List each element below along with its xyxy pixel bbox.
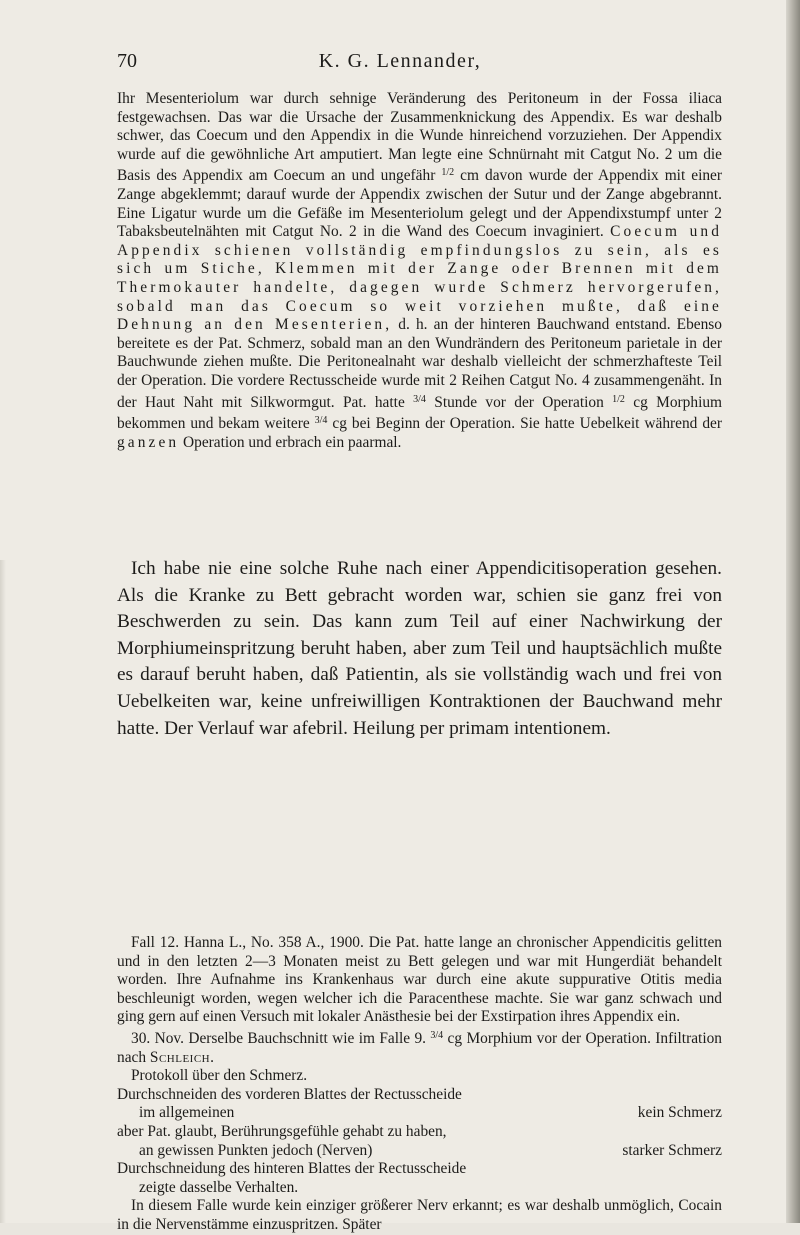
protocol-row: Durchschneidung des hinteren Blattes der Rectusscheide	[117, 1160, 467, 1178]
page-header	[103, 50, 697, 74]
case-operation-note: 30. Nov. Derselbe Bauchschnitt wie im Falle 9. $^{3/4}$ cg Morphium vor der Operation. Infiltration nach Schleich.	[117, 1029, 722, 1066]
fraction: 3/4	[314, 415, 328, 427]
page-number: 70	[117, 50, 137, 72]
protocol-title: Protokoll über den Schmerz.	[131, 1067, 308, 1085]
protocol-row: an gewissen Punkten jedoch (Nerven) starker Schmerz	[139, 1141, 722, 1159]
fraction: 1/2	[612, 393, 625, 405]
author-name: Schleich	[149, 1048, 211, 1066]
page-edge	[786, 0, 800, 1223]
running-head: K. G. Lennander,	[318, 50, 482, 72]
protocol-row: zeigte dasselbe Verhalten.	[139, 1178, 299, 1196]
page-gutter-shadow	[0, 560, 6, 1223]
fraction: 3/4	[430, 1029, 444, 1041]
protocol-row: aber Pat. glaubt, Berührungsgefühle gehabt zu haben,	[117, 1122, 447, 1140]
case-intro: Fall 12. Hanna L., No. 358 A., 1900. Die Pat. hatte lange an chronischer Appendicitis gelitten und in den letzten 2—3 Monaten meist zu Bett gelegen und war mit Hungerdiät behandelt worden. Ihre Aufnahme ins Krankenhaus war durch eine akute suppurative Otitis media beschleunigt worden, wegen welcher ich die Paracenthese machte. Sie war ganz schwach und ging gern auf einen Versuch mit lokaler Anästhesie bei der Exstirpation ihres Appendix ein.	[117, 934, 722, 1026]
emphasis-spaced: Coecum und Appendix schienen vollständig empfindungslos zu sein, als es sich um Stiche, Klemmen mit der Zange oder Brennen mit dem Thermokauter handelte, dagegen wurde Schmerz hervorgerufen, sobald man das Coecum so weit vorziehen mußte, daß eine Dehnung an den Mesenterien,	[117, 223, 722, 334]
paragraph-operation-report	[117, 90, 722, 452]
protocol-row: im allgemeinen kein Schmerz	[139, 1104, 722, 1122]
emphasis-spaced: ganzen	[117, 433, 180, 451]
case-closing: In diesem Falle wurde kein einziger größerer Nerv erkannt; es war deshalb unmöglich, Cocain in die Nervenstämme einzuspritzen. Später	[117, 1197, 722, 1233]
paragraph-text: Ich habe nie eine solche Ruhe nach einer Appendicitisoperation gesehen. Als die Kranke zu Bett gebracht worden war, schien sie ganz frei von Beschwerden zu sein. Das kann zum Teil auf einer Nachwirkung der Morphiumeinspritzung beruht haben, aber zum Teil und hauptsächlich mußte es darauf beruht haben, daß Patientin, als sie vollständig wach und frei von Uebelkeiten war, keine unfreiwilligen Kontraktionen der Bauchwand mehr hatte. Der Verlauf war afebril. Heilung per primam intentionem.	[117, 558, 722, 739]
fraction: 1/2	[441, 167, 455, 179]
fraction: 3/4	[413, 393, 426, 405]
paragraph-observation	[117, 556, 722, 742]
protocol-row: Durchschneiden des vorderen Blattes der Rectusscheide	[117, 1085, 462, 1103]
pain-protocol-table	[117, 1086, 722, 1198]
case-12-section	[117, 934, 722, 1235]
paragraph-text: Ihr Mesenteriolum war durch sehnige Veränderung des Peritoneum in der Fossa iliaca festgewachsen. Das war die Ursache der Zusammenknickung des Appendix. Es war deshalb schwer, das Coecum und den Appendix in die Wunde hinreichend vorzuziehen. Der Appendix wurde auf die gewöhnliche Art amputiert. Man legte eine Schnürnaht mit Catgut No. 2 um die Basis des Appendix am Coecum an und ungefähr $^{1/2}$ cm davon wurde der Appendix mit einer Zange abgeklemmt; darauf wurde der Appendix zwischen der Sutur und der Zange abgebrannt. Eine Ligatur wurde um die Gefäße im Mesenteriolum gelegt und der Appendixstumpf unter 2 Tabaksbeutelnähten mit Catgut No. 2 in die Wand des Coecum invaginiert. Coecum und Appendix schienen vollständig empfindungslos zu sein, als es sich um Stiche, Klemmen mit der Zange oder Brennen mit dem Thermokauter handelte, dagegen wurde Schmerz hervorgerufen, sobald man das Coecum so weit vorziehen mußte, daß eine Dehnung an den Mesenterien, d. h. an der hinteren Bauchwand entstand. Ebenso bereitete es der Pat. Schmerz, sobald man an den Wundrändern des Peritoneum parietale in der Bauchwunde ziehen mußte. Die Peritonealnaht war deshalb vielleicht der schmerzhafteste Teil der Operation. Die vordere Rectusscheide wurde mit 2 Reihen Catgut No. 4 zusammengenäht. In der Haut Naht mit Silkwormgut. Pat. hatte $^{3/4}$ Stunde vor der Operation $^{1/2}$ cg Morphium bekommen und bekam weitere $^{3/4}$ cg bei Beginn der Operation. Sie hatte Uebelkeit während der ganzen Operation und erbrach ein paarmal.	[117, 90, 723, 451]
